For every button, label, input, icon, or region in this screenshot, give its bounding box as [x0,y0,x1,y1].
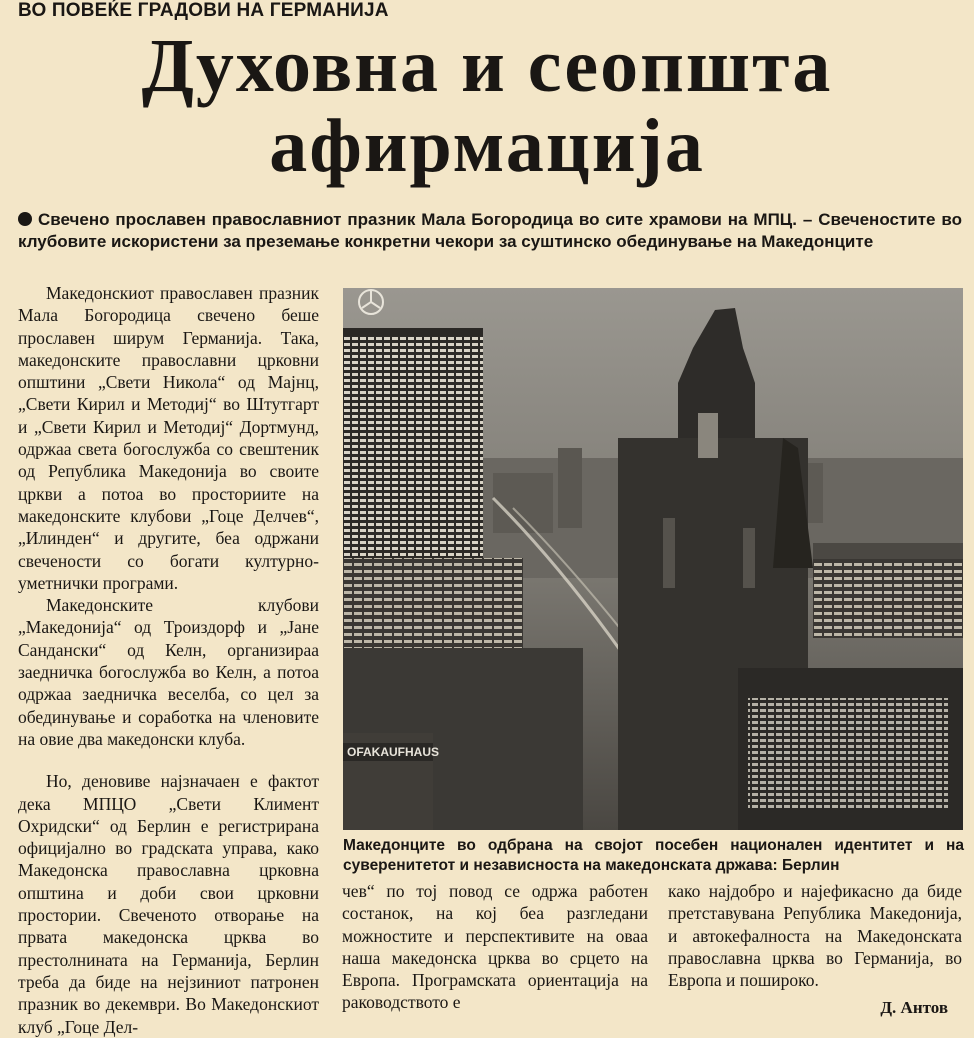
berlin-cityscape-image [343,288,963,830]
headline [0,26,974,186]
body-paragraph: Македонските клубови „Македонија“ од Троиздорф и „Јане Сандански“ од Келн, организираа заедничка богослужба во Келн, а потоа одржаа заедничка веселба, со цел за обединување и соработка на членовите на овие два македонски клуба. [18,595,319,749]
headline-line-2: афирмација [269,104,705,188]
body-paragraph: како најдобро и најефикасно да биде претставувана Република Македонија, и автокефалноста на Македонската православна црква во Германија, во Европа и пошироко. [668,881,962,991]
body-paragraph: Но, деновиве најзначаен е фактот дека МПЦО „Свети Климент Охридски“ од Берлин е регистрирана официјално во градската управа, како Македонска православна црковна општина и доби свои црковни простории. Свеченото отворање на првата македонска црква во престолнината на Германија, Берлин треба да биде на нејзиниот патронен празник во декември. Во Македонскиот клуб „Гоце Дел- [18,771,319,1037]
body-paragraph: Македонскиот православен празник Мала Богородица свечено беше прославен ширум Германија. Така, македонските православни црковни општини „Свети Никола“ од Мајнц, „Свети Кирил и Методиј“ во Штутгарт и „Свети Кирил и Методиј“ Дортмунд, одржаа света богослужба со свештеник од Република Македонија во своите цркви а потоа во просториите на македонските клубови „Гоце Делчев“, „Илинден“ и другите, беа одржани свечености со богати културно-уметнички програми. [18,283,319,593]
byline: Д. Антов [880,998,948,1017]
section-kicker: ВО ПОВЕЌЕ ГРАДОВИ НА ГЕРМАНИЈА [18,0,389,21]
bullet-icon [18,212,32,226]
deck-text: Свечено прославен православниот празник Мала Богородица во сите храмови на МПЦ. – Свеченостите во клубовите искористени за преземање конкретни чекори за суштинско обединување на Македонците [18,210,962,251]
photo-caption: Македонците во одбрана на својот посебен национален идентитет и на суверенитетот и независноста на македонската држава: Берлин [343,837,964,874]
headline-line-1: Духовна и сеопшта [141,24,833,108]
store-sign: OFAKAUFHAUS [347,745,439,759]
body-paragraph: чев“ по тој повод се одржа работен состанок, на кој беа разгледани можностите и перспективите на оваа наша македонска црква во срцето на Европа. Програмската ориентација на раководството е [342,881,648,1013]
body-column-right [668,880,962,991]
body-column-left [18,282,319,1038]
deck [18,209,962,253]
body-column-middle [342,880,648,1014]
berlin-photo [343,288,963,830]
